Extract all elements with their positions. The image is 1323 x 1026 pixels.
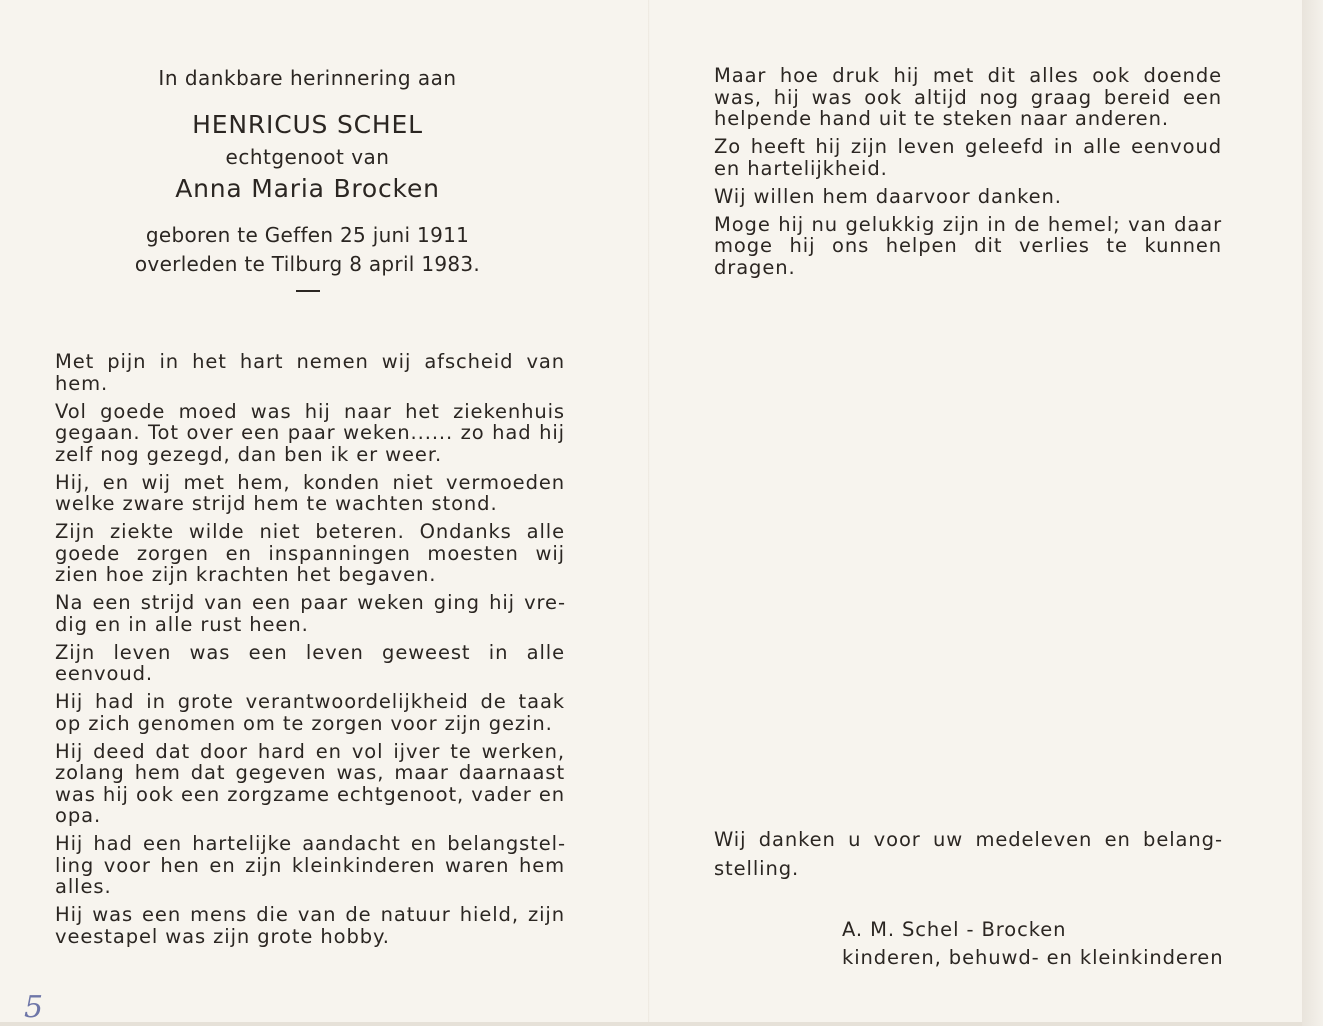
right-text-column [714,65,1222,285]
paragraph: Hij had een hartelijke aandacht en belangstelling voor hen en zijn kleinkinderen waren hem alles. [55,832,565,898]
paragraph: Wij willen hem daarvoor danken. [714,184,1062,208]
paragraph: Hij had in grote verantwoordelijkheid de taak op zich genomen om te zorgen voor zijn gezin. [55,690,565,735]
family-name: A. M. Schel - Brocken [842,918,1067,941]
card-bottom-edge [0,1022,1302,1026]
paragraph: Hij deed dat door hard en vol ijver te werken, zolang hem dat gegeven was, maar daarnaast was hij ook een zorgzame echtgenoot, vader en opa. [55,739,565,827]
header-divider [296,290,320,292]
spouse-of-label: echtgenoot van [225,145,390,169]
paragraph: Zo heeft hij zijn leven geleefd in alle eenvoud en hartelijkheid. [714,135,1222,180]
paragraph: Maar hoe druk hij met dit alles ook doende was, hij was ook altijd nog graag bereid een helpende hand uit te steken naar anderen. [714,64,1222,130]
thanks-note: Wij danken u voor uw medeleven en belangstelling. [714,828,1222,880]
spouse-name: Anna Maria Brocken [175,174,440,203]
family-relatives: kinderen, behuwd- en kleinkinderen [842,946,1224,969]
paragraph: Na een strijd van een paar weken ging hij vredig en in alle rust heen. [55,591,565,636]
birth-line: geboren te Geffen 25 juni 1911 [145,223,470,247]
paragraph: Hij, en wij met hem, konden niet vermoeden welke zware strijd hem te wachten stond. [55,470,565,515]
paragraph: Moge hij nu gelukkig zijn in de hemel; van daar moge hij ons helpen dit verlies te kunnen dragen. [714,212,1222,279]
deceased-name: HENRICUS SCHEL [192,110,423,139]
card-edge-shadow [1302,0,1323,1026]
header-intro: In dankbare herinnering aan [158,66,457,90]
paragraph: Met pijn in het hart nemen wij afscheid van hem. [55,350,565,395]
family-signature [842,916,1232,972]
paragraph: Zijn leven was een leven geweest in alle eenvoud. [55,640,565,685]
paragraph: Hij was een mens die van de natuur hield, zijn veestapel was zijn grote hobby. [55,903,565,948]
card-fold [648,0,650,1022]
left-text-column [55,351,565,954]
paragraph: Vol goede moed was hij naar het ziekenhuis gegaan. Tot over een paar weken...... zo had hij zelf nog gezegd, dan ben ik er weer. [55,399,565,466]
death-line: overleden te Tilburg 8 april 1983. [134,252,481,276]
pencil-number-mark: 5 [24,990,44,1025]
paragraph: Zijn ziekte wilde niet beteren. Ondanks alle goede zorgen en inspanningen moesten wij zien hoe zijn krachten het begaven. [55,520,565,586]
